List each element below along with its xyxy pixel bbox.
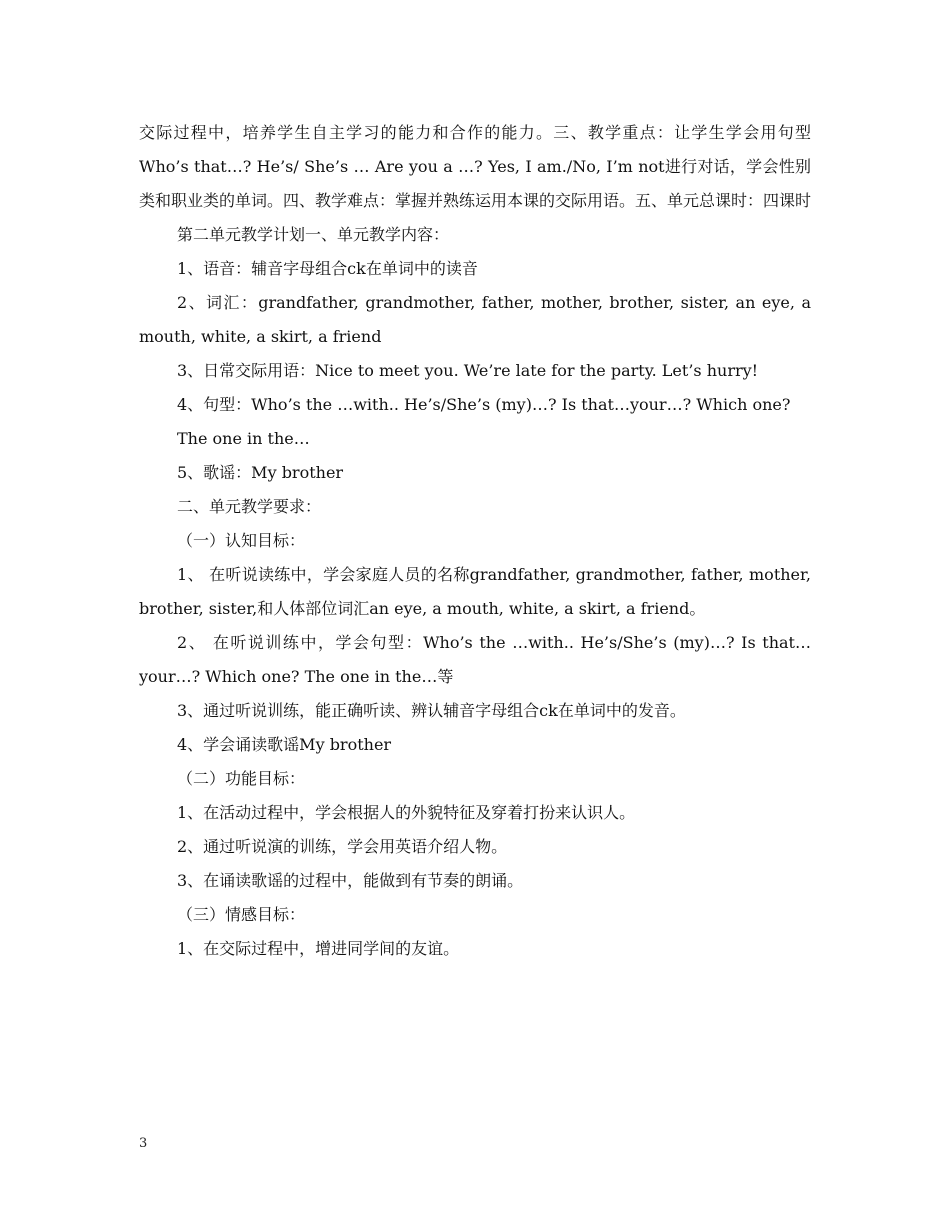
paragraph-functional-3: 3、在诵读歌谣的过程中，能做到有节奏的朗诵。 [177, 871, 524, 890]
paragraph-sentence-patterns: 4、句型：Who’s the …with.. He’s/She’s (my)…? Is that…your…? Which one? [177, 395, 791, 414]
paragraph-daily-expressions: 3、日常交际用语：Nice to meet you. We’re late for the party. Let’s hurry! [177, 361, 759, 380]
paragraph-unit2-heading: 第二单元教学计划一、单元教学内容： [177, 225, 450, 244]
paragraph-cognitive-3: 3、通过听说训练，能正确听读、辨认辅音字母组合ck在单词中的发音。 [177, 701, 686, 720]
paragraph-functional-1: 1、在活动过程中，学会根据人的外貌特征及穿着打扮来认识人。 [177, 803, 636, 822]
paragraph-requirements-heading: 二、单元教学要求： [177, 497, 322, 516]
paragraph-objectives-continued: 交际过程中，培养学生自主学习的能力和合作的能力。三、教学重点：让学生学会用句型Who’s that…? He’s/ She’s … Are you a …? Yes, I am./No, I’m not进行对话，学会性别类和职业类的单词。四、教学难点：掌握并熟练运用本课的交际用语。五、单元总课时：四课时 [139, 123, 812, 210]
paragraph-chant: 5、歌谣：My brother [177, 463, 344, 482]
page-number: 3 [139, 1136, 148, 1151]
paragraph-sentence-patterns-cont: The one in the… [177, 429, 310, 448]
paragraph-affective-1: 1、在交际过程中，增进同学间的友谊。 [177, 939, 460, 958]
paragraph-cognitive-1: 1、 在听说读练中，学会家庭人员的名称grandfather, grandmother, father, mother, brother, sister,和人体部位词汇an eye, a mouth, white, a skirt, a friend。 [139, 565, 811, 618]
document-body [139, 116, 811, 966]
paragraph-cognitive-4: 4、学会诵读歌谣My brother [177, 735, 392, 754]
paragraph-cognitive-heading: （一）认知目标： [177, 531, 306, 550]
paragraph-affective-heading: （三）情感目标： [177, 905, 306, 924]
paragraph-functional-2: 2、通过听说演的训练，学会用英语介绍人物。 [177, 837, 508, 856]
paragraph-phonics: 1、语音：辅音字母组合ck在单词中的读音 [177, 259, 478, 278]
paragraph-cognitive-2: 2、 在听说训练中，学会句型：Who’s the …with.. He’s/She’s (my)…? Is that…your…? Which one? The one in the…等 [139, 633, 811, 686]
paragraph-functional-heading: （二）功能目标： [177, 769, 306, 788]
paragraph-vocabulary: 2、词汇：grandfather, grandmother, father, mother, brother, sister, an eye, a mouth, white, a skirt, a friend [139, 293, 811, 346]
